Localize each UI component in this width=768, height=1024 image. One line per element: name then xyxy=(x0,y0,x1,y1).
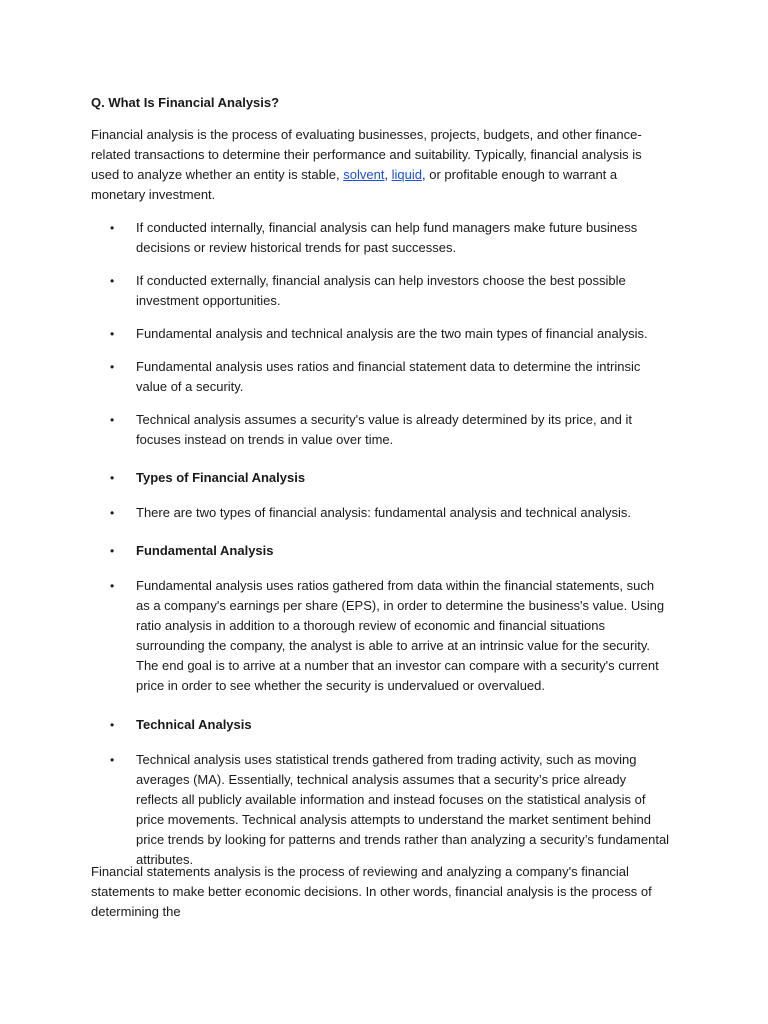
bullet-icon: • xyxy=(110,471,115,485)
solvent-link[interactable]: solvent xyxy=(343,167,385,182)
intro-text-end: , or profitable enough to warrant a monetary investment. xyxy=(91,167,618,202)
section-heading: Fundamental Analysis xyxy=(136,543,274,558)
section-heading: Types of Financial Analysis xyxy=(136,470,306,485)
bullet-icon: • xyxy=(110,506,115,520)
intro-separator: , xyxy=(384,167,392,182)
bullet-icon: • xyxy=(110,579,115,593)
intro-text: Financial analysis is the process of evaluating businesses, projects, budgets, and other finance-related transactions to determine their performance and suitability. Typically, financial analysis is used to analyze whether an entity is stable, xyxy=(91,127,642,182)
list-item-text: Fundamental analysis uses ratios and financial statement data to determine the intrinsic value of a security. xyxy=(136,359,641,394)
list-item-text: Technical analysis assumes a security's value is already determined by its price, and it focuses instead on trends in value over time. xyxy=(136,412,632,447)
page-title: Q. What Is Financial Analysis? xyxy=(91,95,280,110)
bullet-icon: • xyxy=(110,327,115,341)
list-item-text: Fundamental analysis uses ratios gathered from data within the financial statements, such as a company's earnings per share (EPS), in order to determine the business's value. Using ratio analysis in addition to a thorough review of economic and financial situations surrounding the company, the analyst is able to arrive at an intrinsic value for the security. The end goal is to arrive at a number that an investor can compare with a security's current price in order to see whether the security is undervalued or overvalued. xyxy=(136,578,665,693)
bullet-icon: • xyxy=(110,413,115,427)
bullet-icon: • xyxy=(110,360,115,374)
liquid-link[interactable]: liquid xyxy=(391,167,423,182)
bullet-icon: • xyxy=(110,274,115,288)
list-item-text: There are two types of financial analysis: fundamental analysis and technical analysis. xyxy=(136,505,631,520)
list-item-text: Fundamental analysis and technical analysis are the two main types of financial analysis. xyxy=(136,326,648,341)
bullet-icon: • xyxy=(110,221,115,235)
list-item-text: If conducted internally, financial analysis can help fund managers make future business decisions or review historical trends for past successes. xyxy=(136,220,638,255)
closing-paragraph: Financial statements analysis is the process of reviewing and analyzing a company's financial statements to make better economic decisions. In other words, financial analysis is the process of determining the xyxy=(91,864,652,919)
bullet-icon: • xyxy=(110,753,115,767)
section-heading: Technical Analysis xyxy=(136,717,252,732)
list-item-text: Technical analysis uses statistical trends gathered from trading activity, such as moving averages (MA). Essentially, technical analysis assumes that a security’s price already reflects all publicly available information and instead focuses on the statistical analysis of price movements. Technical analysis attempts to understand the market sentiment behind price trends by looking for patterns and trends rather than analyzing a security’s fundamental attributes. xyxy=(136,752,670,867)
list-item-text: If conducted externally, financial analysis can help investors choose the best possible investment opportunities. xyxy=(136,273,626,308)
intro-paragraph xyxy=(91,125,671,205)
bullet-icon: • xyxy=(110,544,115,558)
bullet-icon: • xyxy=(110,718,115,732)
